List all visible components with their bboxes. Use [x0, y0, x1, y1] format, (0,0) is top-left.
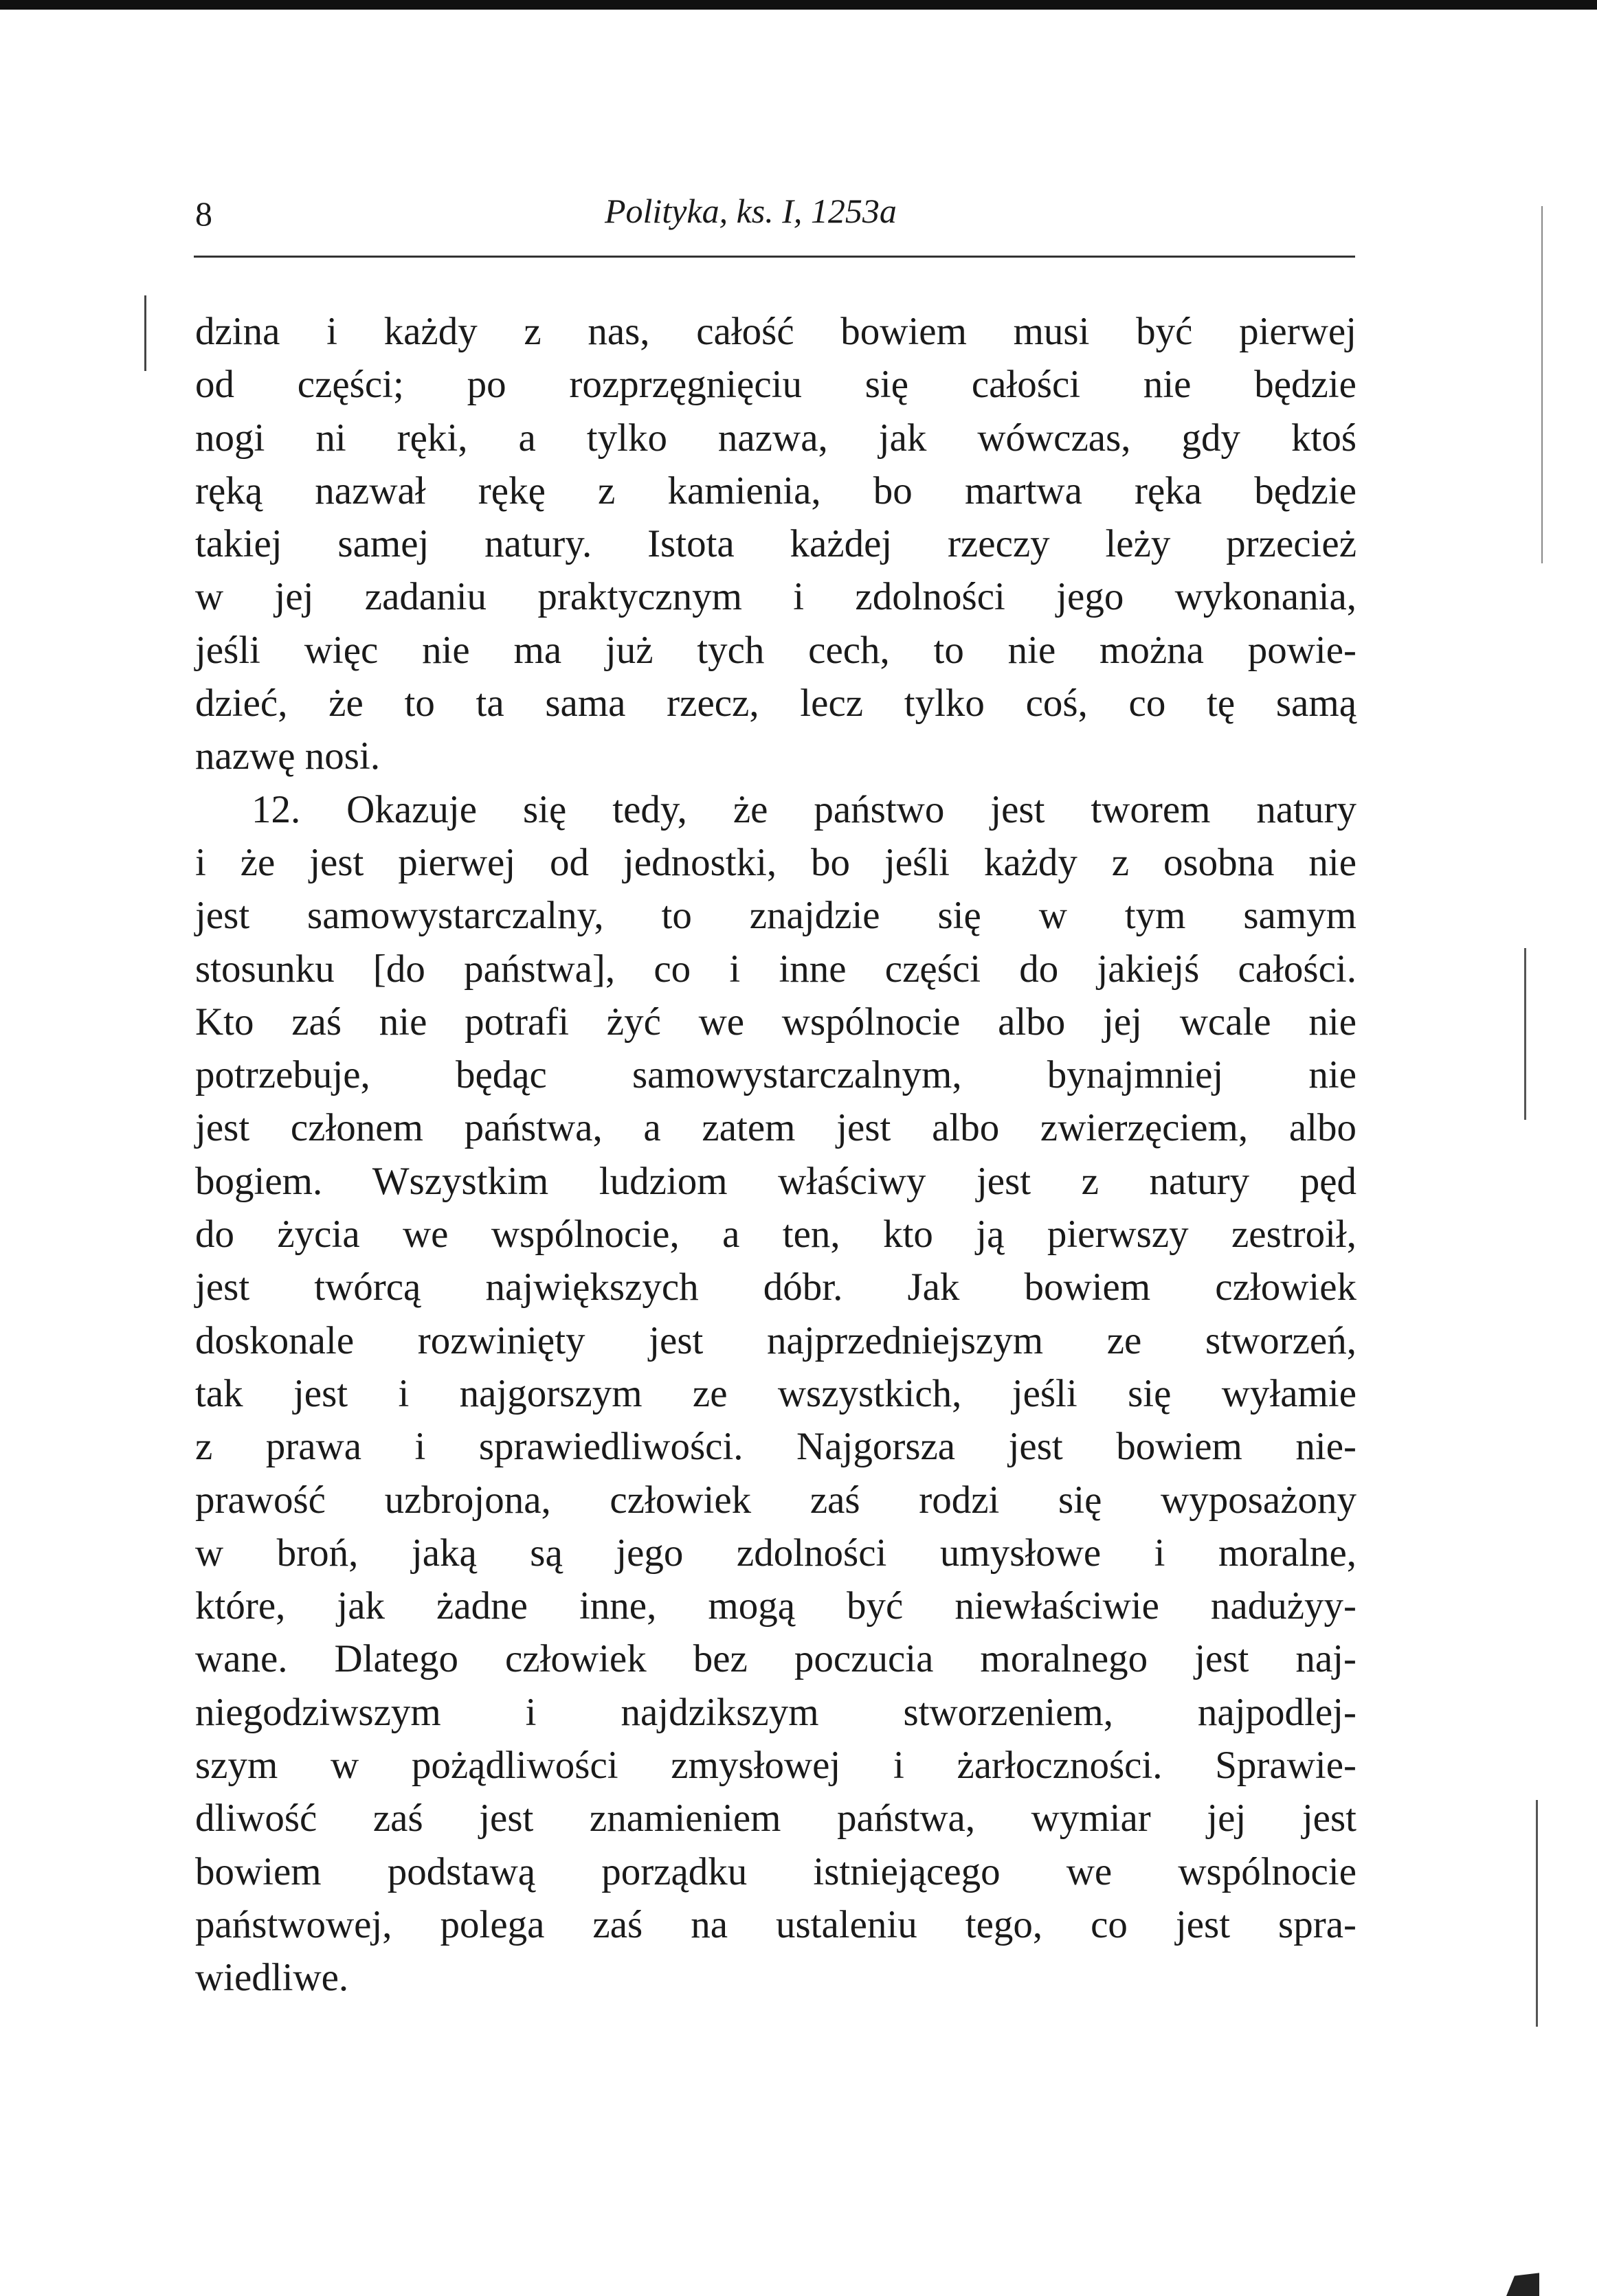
text-line: dzieć, że to ta sama rzecz, lecz tylko coś, co tę samą [195, 682, 1356, 725]
margin-bracket-mark [144, 295, 146, 371]
header-rule [194, 256, 1355, 258]
text-line: do życia we wspólnocie, a ten, kto ją pierwszy zestroił, [195, 1213, 1356, 1257]
text-line: państwowej, polega zaś na ustaleniu tego, co jest spra- [195, 1902, 1356, 1946]
text-line: jest twórcą największych dóbr. Jak bowiem człowiek [195, 1265, 1356, 1309]
text-line: w broń, jaką są jego zdolności umysłowe i moralne, [195, 1531, 1356, 1575]
text-line: prawość uzbrojona, człowiek zaś rodzi się wyposażony [195, 1478, 1356, 1522]
text-line: niegodziwszym i najdzikszym stworzeniem, najpodlej- [195, 1690, 1356, 1734]
text-line: z prawa i sprawiedliwości. Najgorsza jest bowiem nie- [195, 1425, 1356, 1469]
text-line: doskonale rozwinięty jest najprzedniejszym ze stworzeń, [195, 1318, 1356, 1362]
text-line: w jej zadaniu praktycznym i zdolności jego wykonania, [195, 575, 1356, 619]
scan-corner-mark [1498, 2267, 1539, 2296]
margin-pencil-mark [1524, 948, 1526, 1120]
text-line: ręką nazwał rękę z kamienia, bo martwa ręka będzie [195, 469, 1356, 513]
text-line: Kto zaś nie potrafi żyć we wspólnocie albo jej wcale nie [195, 1000, 1356, 1044]
text-line: dzina i każdy z nas, całość bowiem musi być pierwej [195, 310, 1356, 353]
text-line: jest członem państwa, a zatem jest albo zwierzęciem, albo [195, 1106, 1356, 1150]
text-line: potrzebuje, będąc samowystarczalnym, bynajmniej nie [195, 1053, 1356, 1097]
text-line: stosunku [do państwa], co i inne części do jakiejś całości. [195, 947, 1356, 991]
text-line: szym w pożądliwości zmysłowej i żarłoczności. Sprawie- [195, 1744, 1356, 1788]
page-number: 8 [195, 194, 212, 233]
body-text [195, 305, 1356, 2005]
scan-top-border [0, 0, 1597, 10]
running-title: Polityka, ks. I, 1253a [605, 192, 897, 230]
text-line: wiedliwe. [195, 1956, 349, 2000]
text-line: bowiem podstawą porządku istniejącego we wspólnocie [195, 1849, 1356, 1893]
text-line: tak jest i najgorszym ze wszystkich, jeśli się wyłamie [195, 1371, 1356, 1415]
text-line: które, jak żadne inne, mogą być niewłaściwie nadużyy- [195, 1584, 1356, 1628]
text-line: od części; po rozprzęgnięciu się całości nie będzie [195, 363, 1356, 407]
text-line: takiej samej natury. Istota każdej rzeczy leży przecież [195, 522, 1356, 566]
text-line: dliwość zaś jest znamieniem państwa, wymiar jej jest [195, 1797, 1356, 1841]
text-line: nogi ni ręki, a tylko nazwa, jak wówczas, gdy ktoś [195, 416, 1356, 460]
text-line: bogiem. Wszystkim ludziom właściwy jest z natury pęd [195, 1159, 1356, 1203]
margin-pencil-mark [1536, 1800, 1538, 2027]
text-line: jest samowystarczalny, to znajdzie się w tym samym [195, 894, 1356, 938]
text-line: i że jest pierwej od jednostki, bo jeśli każdy z osobna nie [195, 840, 1356, 884]
text-line: jeśli więc nie ma już tych cech, to nie można powie- [195, 628, 1356, 672]
text-line: nazwę nosi. [195, 734, 381, 778]
margin-pencil-mark [1541, 206, 1543, 563]
text-line: wane. Dlatego człowiek bez poczucia moralnego jest naj- [195, 1637, 1356, 1681]
text-line: 12. Okazuje się tedy, że państwo jest tworem natury [252, 787, 1356, 831]
